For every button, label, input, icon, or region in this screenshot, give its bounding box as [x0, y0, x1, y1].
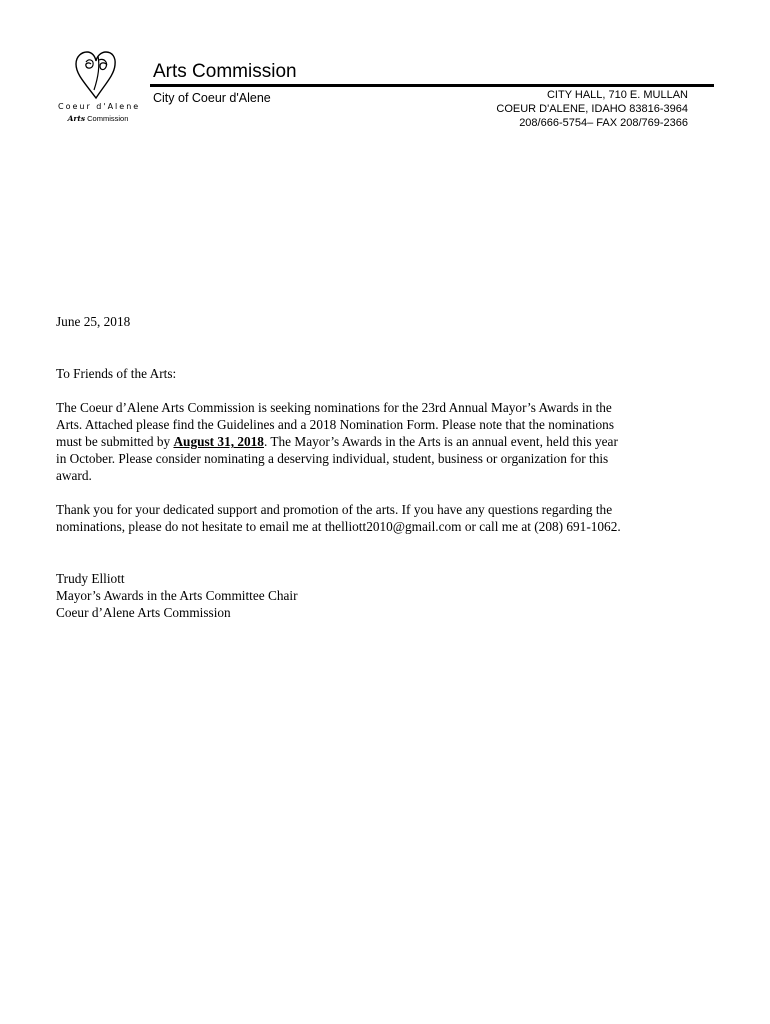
logo-arts-script: Arts — [67, 114, 86, 123]
signature-block — [56, 570, 696, 621]
phone-fax-line: 208/666-5754– FAX 208/769-2366 — [519, 117, 688, 129]
logo-city-text: Coeur d'Alene — [58, 102, 141, 111]
letterhead-subtitle: City of Coeur d'Alene — [153, 91, 271, 105]
letterhead-address — [496, 88, 688, 130]
signer-organization: Coeur d’Alene Arts Commission — [56, 605, 231, 620]
logo-commission-word: Commission — [87, 114, 129, 123]
paragraph-line: The Coeur d’Alene Arts Commission is seeking nominations for the 23rd Annual Mayor’s Awards in the — [56, 400, 612, 415]
paragraph-line: nominations, please do not hesitate to email me at thelliott2010@gmail.com or call me at (208) 691-1062. — [56, 519, 621, 534]
deadline-date: August 31, 2018 — [173, 434, 264, 449]
address-line: CITY HALL, 710 E. MULLAN — [546, 89, 688, 101]
paragraph-line: award. — [56, 468, 92, 483]
paragraph-line: Thank you for your dedicated support and promotion of the arts. If you have any questions regarding the — [56, 502, 613, 517]
paragraph-line — [56, 433, 696, 450]
letter-date: June 25, 2018 — [56, 314, 131, 329]
address-line: COEUR D'ALENE, IDAHO 83816-3964 — [496, 103, 688, 115]
letter-salutation: To Friends of the Arts: — [56, 366, 177, 381]
letterhead-title: Arts Commission — [153, 61, 297, 82]
paragraph-text: . The Mayor’s Awards in the Arts is an annual event, held this year — [263, 434, 618, 449]
heart-logo-icon — [74, 50, 118, 102]
paragraph-line: in October. Please consider nominating a deserving individual, student, business or organization for this — [56, 451, 609, 466]
signer-title: Mayor’s Awards in the Arts Committee Chair — [56, 588, 298, 603]
paragraph-thanks — [56, 501, 696, 535]
paragraph-text: must be submitted by — [56, 434, 174, 449]
paragraph-nominations — [56, 399, 696, 484]
logo-commission-text — [58, 114, 138, 123]
letterhead-divider — [150, 84, 714, 87]
paragraph-line: Arts. Attached please find the Guidelines and a 2018 Nomination Form. Please note that the nominations — [56, 417, 614, 432]
arts-commission-logo — [58, 50, 141, 128]
signer-name: Trudy Elliott — [56, 571, 125, 586]
